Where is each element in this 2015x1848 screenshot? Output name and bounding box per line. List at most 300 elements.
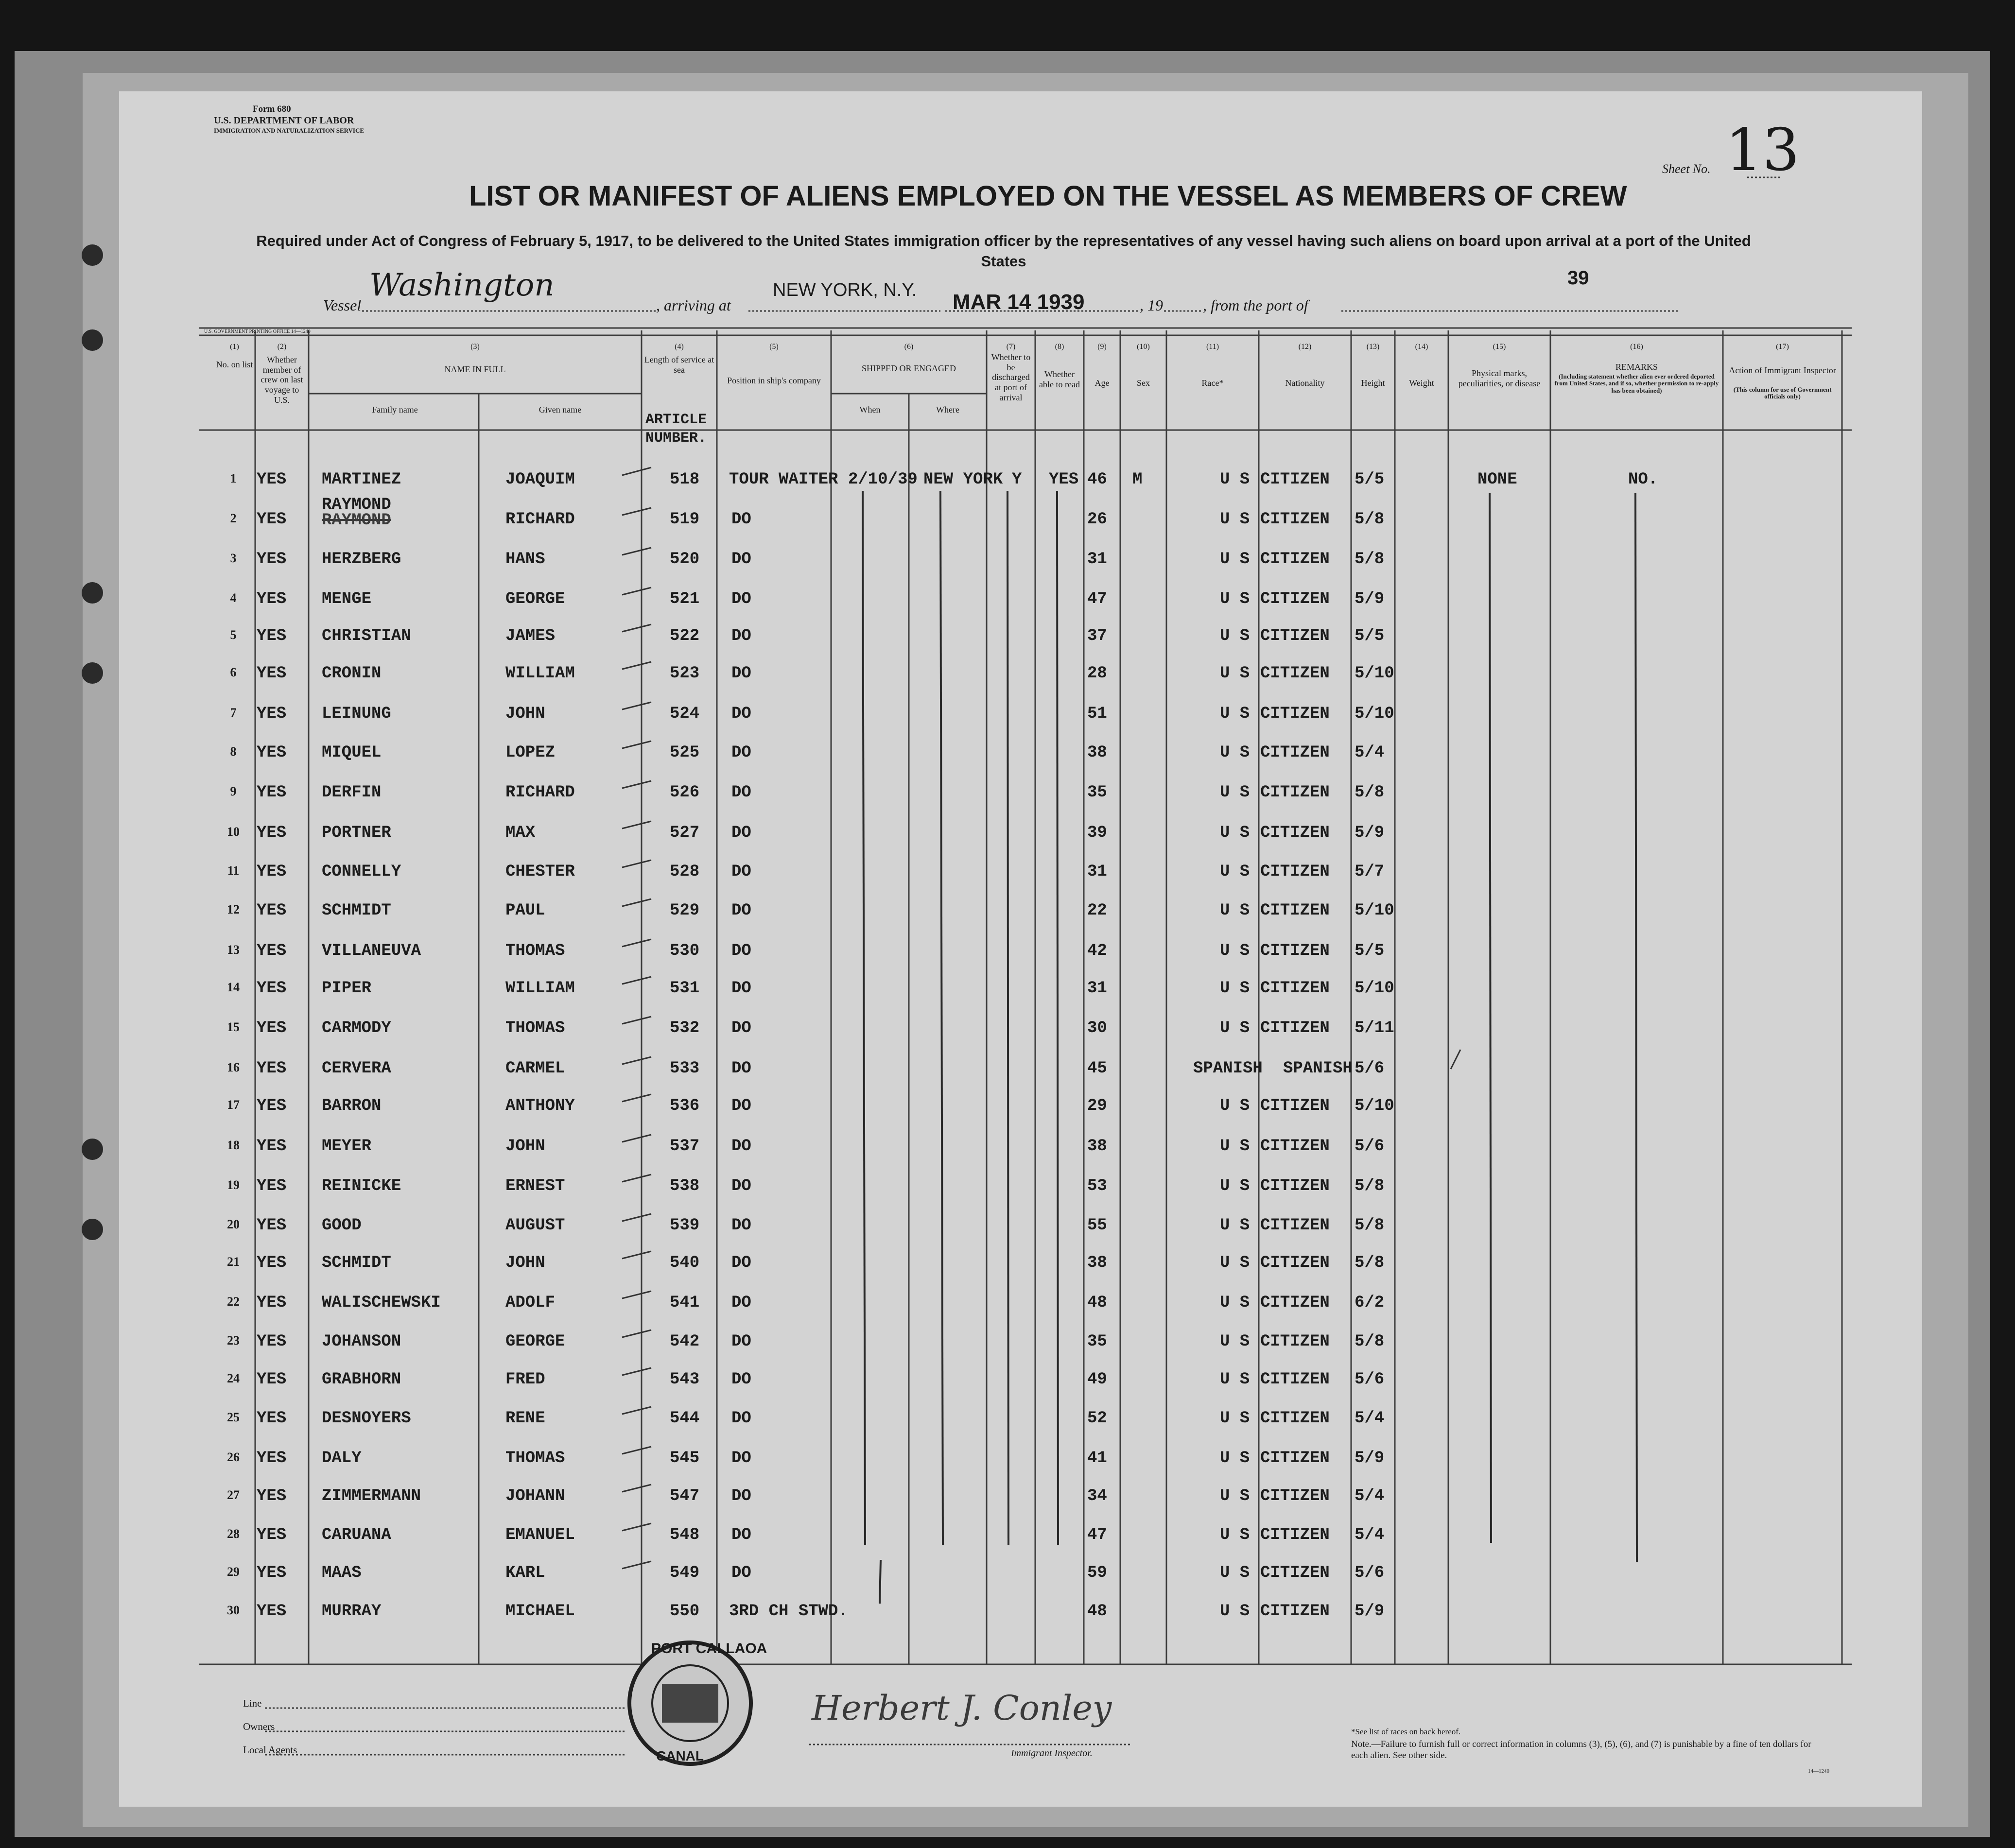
given-name: GEORGE [505, 1332, 565, 1351]
row-number: 14 [227, 980, 240, 994]
race: U S [1220, 1019, 1250, 1037]
race: U S [1220, 1602, 1250, 1621]
position: DO [731, 824, 751, 842]
age: 48 [1087, 1294, 1107, 1312]
family-name: DERFIN [322, 783, 382, 802]
age: 35 [1087, 783, 1107, 802]
row-number: 24 [227, 1371, 240, 1385]
position: DO [731, 1177, 751, 1195]
given-name: JOHN [505, 1137, 545, 1156]
member-last-voyage: YES [257, 743, 287, 762]
age: 26 [1087, 510, 1107, 529]
column-header: Sex [1137, 378, 1150, 388]
position: DO [731, 1294, 751, 1312]
article-number: 538 [670, 1177, 700, 1195]
column-number: (3) [470, 343, 480, 351]
race: U S [1220, 824, 1250, 842]
column-header: Age [1094, 378, 1110, 388]
column-header: Whether to be discharged at port of arrival [991, 352, 1031, 402]
member-last-voyage: YES [257, 705, 287, 723]
column-header: No. on list [216, 360, 253, 369]
given-name: RICHARD [505, 783, 575, 802]
position: DO [731, 1097, 751, 1115]
row-number: 13 [227, 943, 240, 957]
race: U S [1220, 743, 1250, 762]
column-header: Whether able to read [1039, 369, 1080, 389]
member-last-voyage: YES [257, 1370, 287, 1389]
family-name: GRABHORN [322, 1370, 401, 1389]
race: SPANISH [1193, 1059, 1263, 1078]
column-header: Physical marks, peculiarities, or disease [1458, 368, 1541, 388]
age: 52 [1087, 1409, 1107, 1428]
race: U S [1220, 1097, 1250, 1115]
age: 42 [1087, 942, 1107, 960]
height: 5/10 [1355, 901, 1394, 920]
member-last-voyage: YES [257, 901, 287, 920]
member-last-voyage: YES [257, 627, 287, 645]
nationality: CITIZEN [1260, 863, 1330, 881]
member-last-voyage: YES [257, 979, 287, 998]
family-name: CHRISTIAN [322, 627, 411, 645]
race: U S [1220, 1216, 1250, 1235]
age: 47 [1087, 1526, 1107, 1544]
member-last-voyage: YES [257, 824, 287, 842]
height: 5/9 [1355, 1449, 1385, 1468]
column-number: (12) [1298, 343, 1312, 351]
row-number: 6 [230, 665, 237, 679]
race: U S [1220, 1294, 1250, 1312]
row-number: 23 [227, 1333, 240, 1347]
height: 5/6 [1355, 1137, 1385, 1156]
member-last-voyage: YES [257, 1526, 287, 1544]
age: 38 [1087, 1137, 1107, 1156]
shipped-where: NEW YORK [923, 470, 1003, 489]
nationality: CITIZEN [1260, 1294, 1330, 1312]
race: U S [1220, 1526, 1250, 1544]
given-name: JOAQUIM [505, 470, 575, 489]
column-header: Given name [538, 405, 582, 415]
given-name: JOHN [505, 1254, 545, 1272]
row-number: 28 [227, 1527, 240, 1541]
member-last-voyage: YES [257, 1097, 287, 1115]
age: 53 [1087, 1177, 1107, 1195]
given-name: WILLIAM [505, 664, 575, 683]
height: 5/5 [1355, 942, 1385, 960]
member-last-voyage: YES [257, 1487, 287, 1505]
age: 48 [1087, 1602, 1107, 1621]
article-number: 550 [670, 1602, 700, 1621]
article-number: 533 [670, 1059, 700, 1078]
given-name: CHESTER [505, 863, 575, 881]
member-last-voyage: YES [257, 590, 287, 608]
nationality: CITIZEN [1260, 783, 1330, 802]
article-number: 545 [670, 1449, 700, 1468]
member-last-voyage: YES [257, 1019, 287, 1037]
article-number: 536 [670, 1097, 700, 1115]
article-number: 541 [670, 1294, 700, 1312]
nationality: CITIZEN [1260, 1370, 1330, 1389]
article-number: 518 [670, 470, 700, 489]
race: U S [1220, 1137, 1250, 1156]
row-number: 8 [230, 744, 237, 759]
column-header: Family name [372, 405, 418, 415]
age: 49 [1087, 1370, 1107, 1389]
member-last-voyage: YES [257, 470, 287, 489]
position: DO [731, 1487, 751, 1505]
age: 30 [1087, 1019, 1107, 1037]
column-number: (7) [1006, 343, 1016, 351]
race: U S [1220, 627, 1250, 645]
position: DO [731, 510, 751, 529]
family-name: SCHMIDT [322, 901, 391, 920]
given-name: AUGUST [505, 1216, 565, 1235]
height: 6/2 [1355, 1294, 1385, 1312]
nationality: CITIZEN [1260, 942, 1330, 960]
given-name: JOHN [505, 705, 545, 723]
family-name: MENGE [322, 590, 372, 608]
height: 5/8 [1355, 1216, 1385, 1235]
position: DO [731, 1137, 751, 1156]
height: 5/10 [1355, 664, 1394, 683]
nationality: CITIZEN [1260, 1564, 1330, 1582]
article-number: 529 [670, 901, 700, 920]
row-number: 25 [227, 1410, 240, 1424]
form-code: 14—1240 [1808, 1768, 1829, 1774]
row-number: 7 [230, 706, 237, 720]
nationality: CITIZEN [1260, 627, 1330, 645]
member-last-voyage: YES [257, 863, 287, 881]
given-name: MAX [505, 824, 536, 842]
position: DO [731, 1332, 751, 1351]
family-name: PIPER [322, 979, 372, 998]
column-header: Race* [1201, 378, 1224, 388]
family-name: REINICKE [322, 1177, 401, 1195]
given-name: ERNEST [505, 1177, 565, 1195]
nationality: CITIZEN [1260, 824, 1330, 842]
race: U S [1220, 1332, 1250, 1351]
article-number: 521 [670, 590, 700, 608]
race: U S [1220, 1370, 1250, 1389]
position: 3RD CH STWD. [729, 1602, 848, 1621]
family-name: MEYER [322, 1137, 372, 1156]
age: 51 [1087, 705, 1107, 723]
arrival-port: NEW YORK, N.Y. [773, 280, 917, 300]
age: 39 [1087, 824, 1107, 842]
race: U S [1220, 783, 1250, 802]
family-name: CONNELLY [322, 863, 401, 881]
height: 5/10 [1355, 705, 1394, 723]
column-header: (This column for use of Government officials only) [1733, 386, 1832, 400]
column-header: Position in ship's company [727, 376, 821, 385]
article-number: 525 [670, 743, 700, 762]
column-header: SHIPPED OR ENGAGED [861, 363, 956, 373]
article-number: 528 [670, 863, 700, 881]
age: 31 [1087, 863, 1107, 881]
ditto-lines [863, 491, 1637, 1604]
race: U S [1220, 1409, 1250, 1428]
race: U S [1220, 550, 1250, 569]
row-number: 11 [227, 864, 240, 878]
height: 5/5 [1355, 627, 1385, 645]
height: 5/11 [1355, 1019, 1394, 1037]
column-number: (16) [1630, 343, 1643, 351]
given-name: KARL [505, 1564, 545, 1582]
inspector-label: Immigrant Inspector. [1011, 1748, 1093, 1759]
member-last-voyage: YES [257, 1059, 287, 1078]
row-number: 30 [227, 1603, 240, 1617]
height: 5/4 [1355, 1487, 1385, 1505]
form-number: Form 680 [253, 104, 291, 114]
nationality: CITIZEN [1260, 1177, 1330, 1195]
given-name: THOMAS [505, 1449, 565, 1468]
race: U S [1220, 664, 1250, 683]
position: DO [731, 1526, 751, 1544]
position: DO [731, 590, 751, 608]
row-number: 17 [227, 1098, 240, 1112]
height: 5/10 [1355, 1097, 1394, 1115]
height: 5/8 [1355, 510, 1385, 529]
article-number: 531 [670, 979, 700, 998]
sex: M [1132, 470, 1143, 489]
age: 22 [1087, 901, 1107, 920]
given-name: GEORGE [505, 590, 565, 608]
nationality: CITIZEN [1260, 1449, 1330, 1468]
column-number: (6) [904, 343, 914, 351]
family-name: CERVERA [322, 1059, 391, 1078]
penalty-note: Note.—Failure to furnish full or correct information in columns (3), (5), (6), and (7) is punishable by a fine of ten dollars for each alien. See other side. [1351, 1739, 1811, 1761]
age: 55 [1087, 1216, 1107, 1235]
given-name: RICHARD [505, 510, 575, 529]
line-label: Line [243, 1697, 262, 1709]
discharged: Y [1012, 470, 1022, 489]
article-number: 544 [670, 1409, 700, 1428]
position: TOUR WAITER [729, 470, 838, 489]
member-last-voyage: YES [257, 510, 287, 529]
nationality: SPANISH [1283, 1059, 1353, 1078]
height: 5/8 [1355, 550, 1385, 569]
position: DO [731, 1409, 751, 1428]
arriving-label: , arriving at [656, 296, 731, 314]
race: U S [1220, 470, 1250, 489]
race: U S [1220, 1487, 1250, 1505]
race: U S [1220, 979, 1250, 998]
nationality: CITIZEN [1260, 1602, 1330, 1621]
column-number: (2) [277, 343, 287, 351]
from-port-label: , from the port of [1203, 296, 1308, 314]
member-last-voyage: YES [257, 1564, 287, 1582]
family-name: RAYMOND [322, 496, 391, 514]
article-number: 542 [670, 1332, 700, 1351]
family-name: BARRON [322, 1097, 382, 1115]
family-name: WALISCHEWSKI [322, 1294, 441, 1312]
age: 29 [1087, 1097, 1107, 1115]
race: U S [1220, 1564, 1250, 1582]
family-name: DALY [322, 1449, 362, 1468]
column-header: REMARKS [1615, 362, 1658, 372]
row-number: 15 [227, 1020, 240, 1034]
column-header: (Including statement whether alien ever ordered deported from United States, and if so, whether permission to re-apply has been obtained) [1554, 373, 1719, 394]
age: 38 [1087, 743, 1107, 762]
column-header: When [859, 405, 881, 415]
article-number: 549 [670, 1564, 700, 1582]
family-name: CRONIN [322, 664, 382, 683]
position: DO [731, 1564, 751, 1582]
age: 45 [1087, 1059, 1107, 1078]
column-header: Action of Immigrant Inspector [1729, 365, 1836, 375]
given-name: ANTHONY [505, 1097, 575, 1115]
age: 59 [1087, 1564, 1107, 1582]
height: 5/7 [1355, 863, 1385, 881]
race: U S [1220, 705, 1250, 723]
height: 5/5 [1355, 470, 1385, 489]
nationality: CITIZEN [1260, 901, 1330, 920]
nationality: CITIZEN [1260, 1216, 1330, 1235]
nationality: CITIZEN [1260, 979, 1330, 998]
age: 41 [1087, 1449, 1107, 1468]
row-number: 4 [230, 591, 237, 605]
nationality: CITIZEN [1260, 590, 1330, 608]
column-number: (10) [1137, 343, 1150, 351]
article-number: 530 [670, 942, 700, 960]
height: 5/8 [1355, 1177, 1385, 1195]
member-last-voyage: YES [257, 1332, 287, 1351]
position: DO [731, 664, 751, 683]
row-number: 19 [227, 1178, 240, 1192]
given-name: WILLIAM [505, 979, 575, 998]
family-name: HERZBERG [322, 550, 401, 569]
age: 47 [1087, 590, 1107, 608]
member-last-voyage: YES [257, 783, 287, 802]
given-name: FRED [505, 1370, 545, 1389]
given-name: HANS [505, 550, 545, 569]
able-to-read: YES [1049, 470, 1079, 489]
row-number: 18 [227, 1138, 240, 1152]
family-name: MIQUEL [322, 743, 382, 762]
form-subtitle: Required under Act of Congress of February 5, 1917, to be delivered to the United States immigration officer by the representatives of any vessel having such aliens on board upon arrival at a port of the United States [256, 232, 1751, 270]
row-number: 9 [230, 784, 237, 798]
article-number: 522 [670, 627, 700, 645]
family-name: CARMODY [322, 1019, 391, 1037]
age: 34 [1087, 1487, 1107, 1505]
member-last-voyage: YES [257, 1216, 287, 1235]
height: 5/4 [1355, 1526, 1385, 1544]
shipped-when: 2/10/39 [848, 470, 918, 489]
given-name: THOMAS [505, 942, 565, 960]
physical-marks: NONE [1477, 470, 1517, 489]
age: 46 [1087, 470, 1107, 489]
nationality: CITIZEN [1260, 1409, 1330, 1428]
member-last-voyage: YES [257, 1254, 287, 1272]
nationality: CITIZEN [1260, 510, 1330, 529]
position: DO [731, 705, 751, 723]
given-name: PAUL [505, 901, 545, 920]
column-number: (8) [1055, 343, 1064, 351]
row-number: 16 [227, 1060, 240, 1074]
race: U S [1220, 863, 1250, 881]
nationality: CITIZEN [1260, 743, 1330, 762]
position: DO [731, 1216, 751, 1235]
row-number: 21 [227, 1255, 240, 1269]
member-last-voyage: YES [257, 1409, 287, 1428]
arrival-date: MAR 14 1939 [953, 290, 1085, 314]
member-last-voyage: YES [257, 664, 287, 683]
column-header: Nationality [1285, 378, 1325, 388]
service-name: IMMIGRATION AND NATURALIZATION SERVICE [214, 127, 365, 134]
given-name: JOHANN [505, 1487, 565, 1505]
height: 5/8 [1355, 1332, 1385, 1351]
height: 5/6 [1355, 1564, 1385, 1582]
article-number: 539 [670, 1216, 700, 1235]
position: DO [731, 863, 751, 881]
column-number: (4) [675, 343, 684, 351]
member-last-voyage: YES [257, 1137, 287, 1156]
given-name: THOMAS [505, 1019, 565, 1037]
article-number: 540 [670, 1254, 700, 1272]
family-name: SCHMIDT [322, 1254, 391, 1272]
family-name: DESNOYERS [322, 1409, 411, 1428]
column-header: Weight [1409, 378, 1434, 388]
position: DO [731, 901, 751, 920]
given-name: RENE [505, 1409, 545, 1428]
row-number: 26 [227, 1450, 240, 1464]
form-title: LIST OR MANIFEST OF ALIENS EMPLOYED ON THE VESSEL AS MEMBERS OF CREW [469, 180, 1627, 212]
row-number: 12 [227, 902, 240, 916]
family-name: VILLANEUVA [322, 942, 421, 960]
stamp-text-top: PORT CALLAOA [651, 1641, 767, 1657]
column-number: (14) [1415, 343, 1428, 351]
row-number: 5 [230, 628, 237, 642]
given-name: CARMEL [505, 1059, 565, 1078]
column-header: Height [1361, 378, 1385, 388]
position: DO [731, 942, 751, 960]
position: DO [731, 979, 751, 998]
position: DO [731, 783, 751, 802]
column-number: (13) [1366, 343, 1380, 351]
nationality: CITIZEN [1260, 1097, 1330, 1115]
column-number: (9) [1097, 343, 1107, 351]
height: 5/8 [1355, 783, 1385, 802]
member-last-voyage: YES [257, 1177, 287, 1195]
race: U S [1220, 1449, 1250, 1468]
position: DO [731, 627, 751, 645]
column-header: Where [936, 405, 959, 415]
height: 5/6 [1355, 1370, 1385, 1389]
race: U S [1220, 942, 1250, 960]
family-name: ZIMMERMANN [322, 1487, 421, 1505]
vessel-name: Washington [369, 267, 555, 303]
column-number: (5) [769, 343, 779, 351]
given-name: MICHAEL [505, 1602, 575, 1621]
member-last-voyage: YES [257, 1449, 287, 1468]
given-name: EMANUEL [505, 1526, 575, 1544]
races-note: *See list of races on back hereof. [1351, 1727, 1461, 1736]
position: DO [731, 550, 751, 569]
column-header: NAME IN FULL [444, 364, 506, 374]
age: 28 [1087, 664, 1107, 683]
given-name: JAMES [505, 627, 556, 645]
remarks: NO. [1628, 470, 1658, 489]
article-number: 523 [670, 664, 700, 683]
nationality: CITIZEN [1260, 705, 1330, 723]
article-number: 519 [670, 510, 700, 529]
article-number: 537 [670, 1137, 700, 1156]
given-name: LOPEZ [505, 743, 556, 762]
age: 31 [1087, 979, 1107, 998]
row-number: 1 [230, 471, 237, 485]
local-agents-label: Local Agents [243, 1744, 297, 1756]
family-name: MARTINEZ [322, 470, 401, 489]
position: DO [731, 1370, 751, 1389]
